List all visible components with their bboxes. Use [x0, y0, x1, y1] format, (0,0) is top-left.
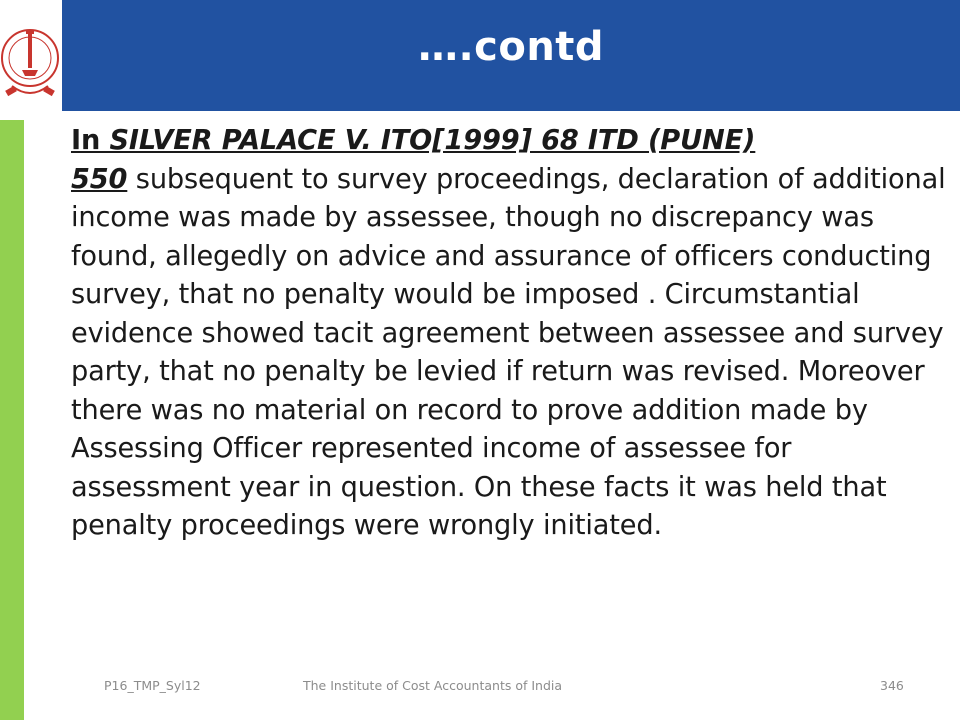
institute-seal-icon	[0, 0, 62, 120]
case-name: SILVER PALACE V. ITO[1999] 68 ITD (PUNE)	[109, 125, 756, 156]
case-heading	[71, 125, 755, 156]
citation-page: 550	[71, 163, 128, 195]
footer-code: P16_TMP_Syl12	[104, 678, 201, 693]
slide-body	[71, 122, 951, 546]
side-accent-bar	[0, 120, 24, 720]
heading-prefix: In	[71, 125, 110, 156]
institute-logo	[0, 0, 62, 120]
footer-institute: The Institute of Cost Accountants of India	[303, 678, 563, 693]
title-bar	[62, 0, 960, 111]
case-description: subsequent to survey proceedings, declaration of additional income was made by assessee, though no discrepancy was found, allegedly on advice and assurance of officers conducting survey, that no penalty would be imposed . Circumstantial evidence showed tacit agreement between assessee and survey party, that no penalty be levied if return was revised. Moreover there was no material on record to prove addition made by Assessing Officer represented income of assessee for assessment year in question. On these facts it was held that penalty proceedings were wrongly initiated.	[71, 163, 946, 541]
slide-title: ….contd	[417, 23, 605, 70]
footer-page-number: 346	[880, 678, 904, 693]
